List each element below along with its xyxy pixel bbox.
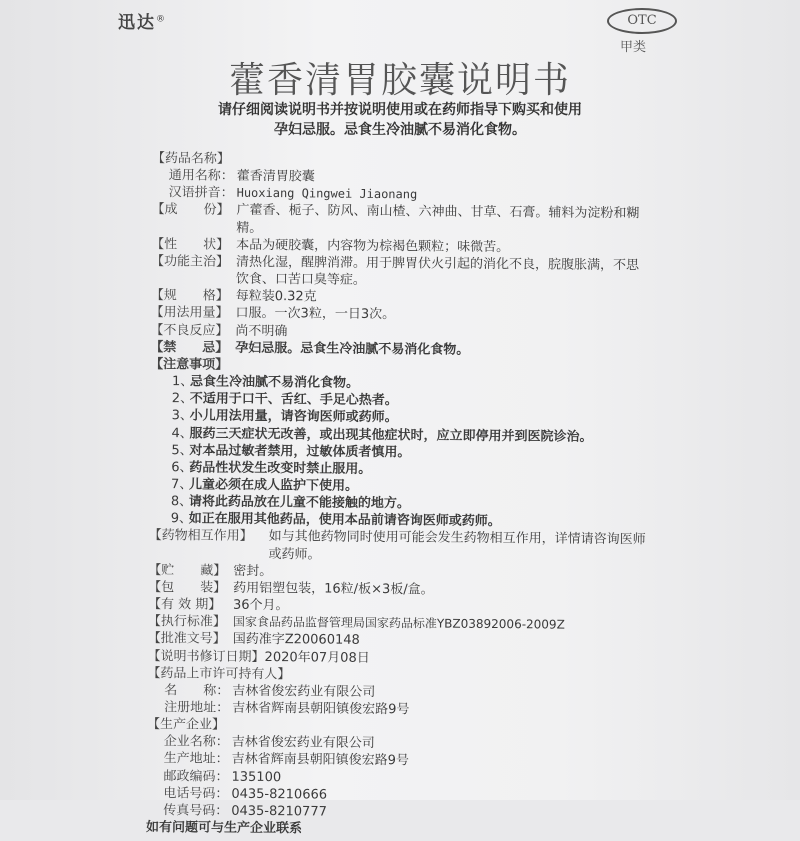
field-label: 【性 状】 <box>151 236 230 253</box>
field-label: 【成 份】 <box>151 202 230 219</box>
field-label: 【包 装】 <box>148 579 227 596</box>
field-label: 【贮 藏】 <box>148 562 227 579</box>
storage-value: 密封。 <box>233 563 273 579</box>
field-label: 通用名称： <box>168 168 234 184</box>
field-label: 【用法用量】 <box>150 305 229 322</box>
precaution-text: 请将此药品放在儿童不能接触的地方。 <box>188 494 411 512</box>
precaution-number: 4、 <box>171 425 193 441</box>
field-label: 名 称： <box>164 682 230 699</box>
field-label: 【功能主治】 <box>150 253 230 270</box>
field-label: 注册地址： <box>164 700 230 716</box>
phone-value: 0435-8210666 <box>231 786 328 803</box>
section-heading: 【药品名称】 <box>151 150 231 167</box>
precaution-text: 小儿用法用量，请咨询医师或药师。 <box>189 408 398 426</box>
indications-value: 清热化湿，醒脾消滞。用于脾胃伏火引起的消化不良，脘腹胀满，不思饮食、口苦口臭等症。 <box>235 254 640 288</box>
field-label: 【禁 忌】 <box>150 339 229 356</box>
precaution-number: 8、 <box>170 494 193 510</box>
precaution-text: 服药三天症状无改善，或出现其他症状时，应立即停用并到医院诊治。 <box>189 425 593 445</box>
registered-mark: ® <box>156 14 167 25</box>
standard-value: 国家食品药品监督管理局国家药品标准YBZ03892006-2009Z <box>232 614 565 632</box>
holder-address-value: 吉林省辉南县朝阳镇俊宏路9号 <box>232 700 410 718</box>
interactions-row <box>148 527 648 566</box>
ingredients-value: 广藿香、栀子、防风、南山楂、六神曲、甘草、石膏。辅料为淀粉和糊精。 <box>236 203 640 236</box>
adverse-value: 尚不明确 <box>235 323 288 339</box>
field-label: 【有 效 期】 <box>147 597 222 613</box>
precaution-text: 不适用于口干、舌红、手足心热者。 <box>189 391 398 409</box>
zip-value: 135100 <box>231 769 282 785</box>
manufacturer-address-value: 吉林省辉南县朝阳镇俊宏路9号 <box>231 752 410 769</box>
otc-class-label: 甲类 <box>620 40 647 55</box>
revision-value: 2020年07月08日 <box>264 649 370 666</box>
holder-name-value: 吉林省俊宏药业有限公司 <box>232 683 376 700</box>
field-label: 【说明书修订日期】 <box>147 648 265 665</box>
indications-row <box>151 253 651 292</box>
field-label: 传真号码： <box>163 803 229 819</box>
field-label: 汉语拼音： <box>168 185 234 202</box>
precaution-number: 9、 <box>170 511 193 527</box>
precaution-text: 忌食生冷油腻不易消化食物。 <box>189 374 360 391</box>
brand-logo <box>118 8 167 33</box>
spec-value: 每粒装0.32克 <box>235 288 317 305</box>
precaution-text: 儿童必须在成人监护下使用。 <box>189 477 359 494</box>
fax-value: 0435-8210777 <box>231 803 327 820</box>
precaution-text: 对本品过敏者禁用，过敏体质者慎用。 <box>189 442 411 460</box>
intro-line-1: 请仔细阅读说明书并按说明使用或在药师指导下购买和使用 <box>218 102 582 118</box>
section-heading: 【注意事项】 <box>150 356 229 373</box>
otc-badge: OTC <box>607 8 677 34</box>
contact-note: 如有问题可与生产企业联系 <box>146 820 303 837</box>
precaution-number: 2、 <box>171 391 194 407</box>
field-label: 【不良反应】 <box>150 322 229 339</box>
ingredients-row <box>151 201 651 240</box>
field-label: 电话号码： <box>163 785 229 802</box>
field-label: 企业名称： <box>163 734 229 751</box>
brand-name: 迅达 <box>118 13 156 33</box>
precaution-text: 药品性状发生改变时禁止服用。 <box>189 460 372 477</box>
document-title: 藿香清胃胶囊说明书 <box>228 60 571 101</box>
field-label: 【执行标准】 <box>147 614 226 630</box>
precaution-number: 7、 <box>171 477 193 493</box>
intro-warning <box>0 100 800 140</box>
field-label: 邮政编码： <box>163 768 229 785</box>
field-label: 【批准文号】 <box>147 631 226 648</box>
precaution-number: 5、 <box>171 442 193 459</box>
precaution-number: 6、 <box>171 459 193 476</box>
dosage-value: 口服。一次3粒，一日3次。 <box>235 306 396 323</box>
section-heading: 【药品上市许可持有人】 <box>147 665 291 682</box>
generic-name-value: 藿香清胃胶囊 <box>236 168 315 185</box>
approval-value: 国药准字Z20060148 <box>232 632 360 649</box>
precautions-list <box>149 373 650 532</box>
intro-line-2: 孕妇忌服。忌食生冷油腻不易消化食物。 <box>274 122 526 138</box>
pinyin-value: Huoxiang Qingwei Jiaonang <box>236 186 418 202</box>
precaution-number: 3、 <box>171 408 194 424</box>
precaution-number: 1、 <box>171 374 194 390</box>
section-heading: 【生产企业】 <box>146 717 226 733</box>
interactions-value: 如与其他药物同时使用可能会发生药物相互作用，详情请咨询医师或药师。 <box>268 529 646 563</box>
precaution-text: 如正在服用其他药品，使用本品前请咨询医师或药师。 <box>188 511 501 530</box>
character-value: 本品为硬胶囊，内容物为棕褐色颗粒；味微苦。 <box>236 237 510 255</box>
leaflet-body <box>146 150 652 841</box>
manufacturer-name-value: 吉林省俊宏药业有限公司 <box>231 735 375 752</box>
field-label: 生产地址： <box>163 751 229 768</box>
field-label: 【药物相互作用】 <box>148 528 253 545</box>
validity-value: 36个月。 <box>232 597 289 614</box>
contraindications-value: 孕妇忌服。忌食生冷油腻不易消化食物。 <box>235 340 470 358</box>
field-label: 【规 格】 <box>150 288 229 304</box>
package-value: 药用铝塑包装，16粒/板×3板/盒。 <box>233 580 434 598</box>
